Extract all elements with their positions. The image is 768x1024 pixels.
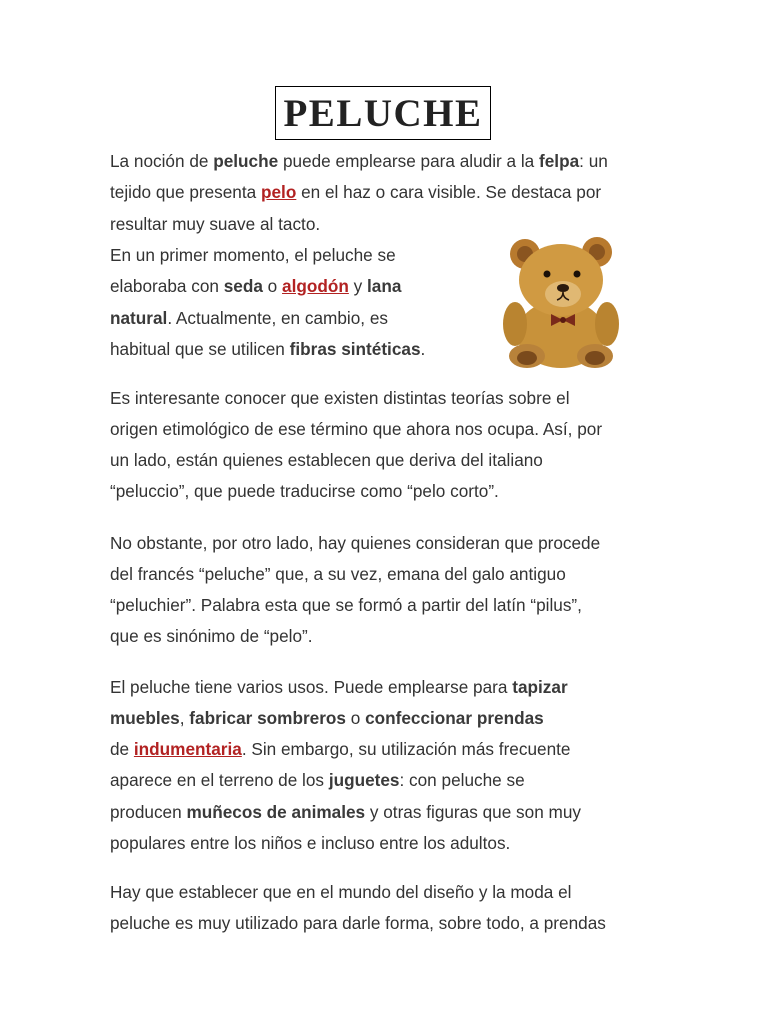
p6-line-1: Hay que establecer que en el mundo del diseño y la moda el: [110, 882, 572, 902]
link-algodon[interactable]: algodón: [282, 276, 349, 296]
text-run: puede emplearse para aludir a la: [278, 151, 540, 171]
p5-line-5: [110, 797, 581, 828]
p4-line-2: del francés “peluche” que, a su vez, emana del galo antiguo: [110, 564, 566, 584]
text-run: La noción de: [110, 151, 214, 171]
text-run: de: [110, 739, 134, 759]
text-run: y otras figuras que son muy: [365, 802, 581, 822]
p5-line-4: [110, 765, 525, 796]
p2-line-2: [110, 271, 401, 302]
p5-line-1: [110, 672, 568, 703]
text-run: . Actualmente, en cambio, es: [167, 308, 389, 328]
p5-line-6: populares entre los niños e incluso entre los adultos.: [110, 833, 511, 853]
bold-term: tapizar: [512, 677, 568, 697]
p5-line-2: [110, 703, 544, 734]
bold-term: lana: [367, 276, 402, 296]
p4-line-3: “peluchier”. Palabra esta que se formó a partir del latín “pilus”,: [110, 595, 582, 615]
text-run: .: [420, 339, 426, 359]
p1-line-1: [110, 146, 608, 177]
text-run: y: [348, 276, 368, 296]
p1-line-2: [110, 177, 601, 208]
bold-term: muebles: [110, 708, 180, 728]
text-run: aparece en el terreno de los: [110, 770, 329, 790]
p3-line-2: origen etimológico de ese término que ahora nos ocupa. Así, por: [110, 419, 603, 439]
page-title: PELUCHE: [283, 91, 483, 135]
text-run: . Sin embargo, su utilización más frecuente: [241, 739, 571, 759]
p3-line-4: “peluccio”, que puede traducirse como “pelo corto”.: [110, 481, 499, 501]
link-pelo[interactable]: pelo: [260, 182, 297, 202]
p6-line-2: peluche es muy utilizado para darle forma, sobre todo, a prendas: [110, 913, 606, 933]
text-run: ,: [179, 708, 190, 728]
p5-line-3: [110, 734, 570, 765]
p2-line-1: En un primer momento, el peluche se: [110, 245, 396, 265]
bold-term: fibras sintéticas: [289, 339, 421, 359]
p3-line-1: Es interesante conocer que existen distintas teorías sobre el: [110, 388, 570, 408]
title-box: [275, 86, 491, 140]
teddy-bear-image: [465, 234, 658, 368]
p2-line-4: [110, 334, 425, 365]
p2-line-3: [110, 303, 388, 334]
link-indumentaria[interactable]: indumentaria: [133, 739, 242, 759]
text-run: o: [345, 708, 366, 728]
text-run: o: [262, 276, 283, 296]
p4-line-4: que es sinónimo de “pelo”.: [110, 626, 313, 646]
text-run: habitual que se utilicen: [110, 339, 290, 359]
bold-term: juguetes: [328, 770, 400, 790]
bold-term: natural: [110, 308, 168, 328]
bold-term: felpa: [539, 151, 580, 171]
bold-term: confeccionar prendas: [365, 708, 544, 728]
p4-line-1: No obstante, por otro lado, hay quienes consideran que procede: [110, 533, 601, 553]
bold-term: fabricar sombreros: [189, 708, 346, 728]
text-run: en el haz o cara visible. Se destaca por: [296, 182, 602, 202]
p1-line-3: resultar muy suave al tacto.: [110, 214, 321, 234]
text-run: producen: [110, 802, 187, 822]
text-run: elaboraba con: [110, 276, 224, 296]
text-run: : con peluche se: [399, 770, 525, 790]
bold-term: seda: [223, 276, 263, 296]
p3-line-3: un lado, están quienes establecen que deriva del italiano: [110, 450, 543, 470]
text-run: : un: [579, 151, 608, 171]
text-run: tejido que presenta: [110, 182, 261, 202]
bold-term: peluche: [213, 151, 279, 171]
bold-term: muñecos de animales: [186, 802, 366, 822]
text-run: El peluche tiene varios usos. Puede emplearse para: [110, 677, 513, 697]
